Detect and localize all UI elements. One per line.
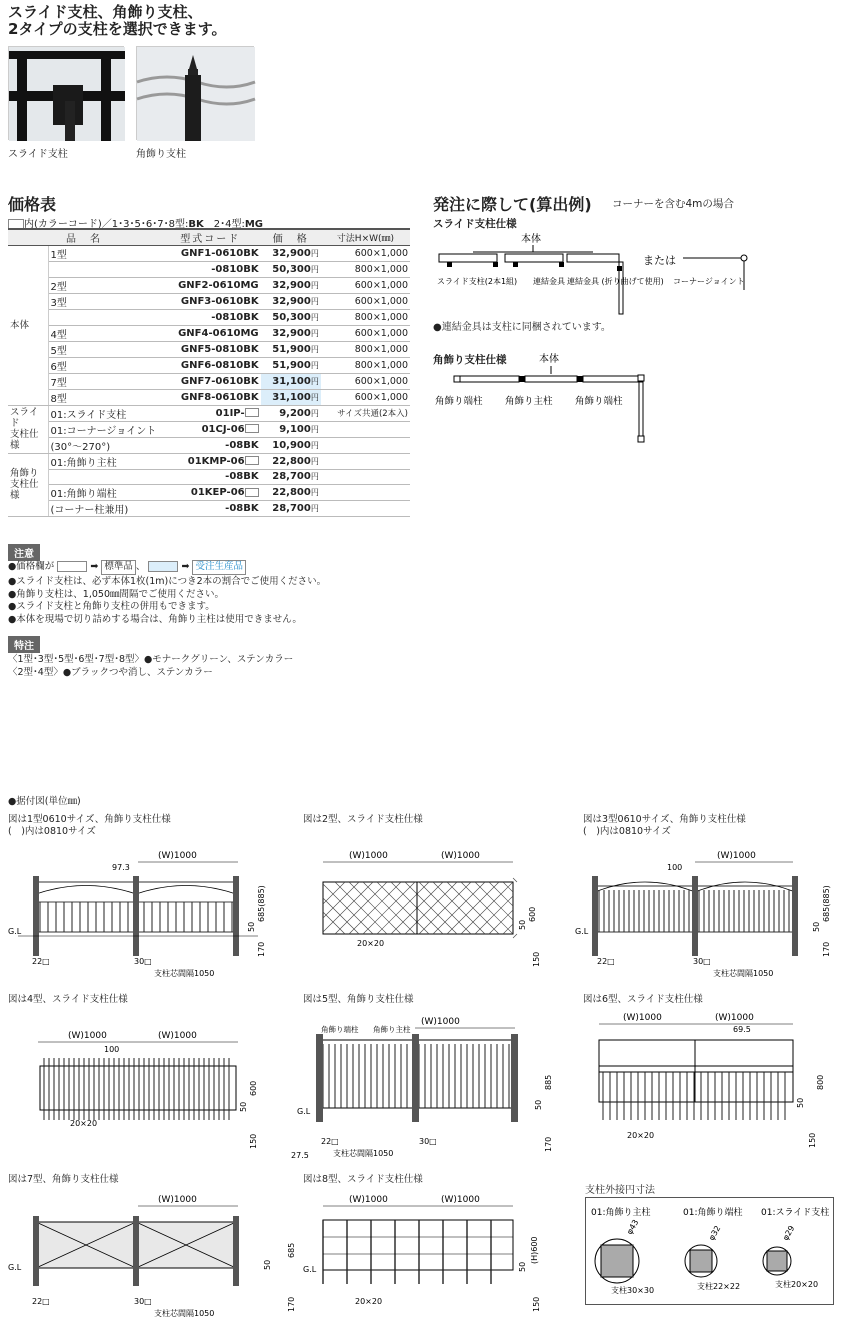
price-row: [8, 357, 410, 373]
row-type: 5型: [48, 341, 160, 357]
yen: 円: [310, 504, 319, 514]
svg-text:170: 170: [822, 941, 831, 957]
price-row: [8, 501, 410, 517]
row-type: [48, 262, 160, 278]
row-size: [321, 469, 410, 485]
circle-diagram: [585, 1197, 835, 1305]
svg-text:支柱芯間隔1050: 支柱芯間隔1050: [333, 1149, 394, 1158]
row-size: 600×1,000: [321, 246, 410, 262]
row-price: [261, 501, 321, 517]
code-text: 01CJ-06: [201, 423, 245, 435]
svg-text:(W)1000: (W)1000: [349, 851, 388, 861]
w-label: (W)1000: [158, 851, 197, 861]
row-code: GNF5-0810BK: [160, 341, 261, 357]
code-text: 01KMP-06: [187, 455, 245, 467]
price-row: [8, 277, 410, 293]
row-price: [261, 405, 321, 421]
svg-text:50: 50: [263, 1259, 272, 1270]
corner-post-caption: 角飾り支柱: [136, 149, 186, 160]
row-name: 01:スライド支柱: [48, 405, 160, 421]
row-code: GNF8-0610BK: [160, 389, 261, 405]
svg-text:20×20: 20×20: [355, 1297, 383, 1306]
row-size: 800×1,000: [321, 357, 410, 373]
row-code: [160, 421, 261, 437]
row-price: [261, 262, 321, 278]
gl-label: G.L: [8, 927, 22, 936]
row-size: 600×1,000: [321, 293, 410, 309]
svg-text:φ29: φ29: [780, 1224, 797, 1242]
row-size: [321, 453, 410, 469]
row-code: [160, 437, 261, 453]
svg-text:φ43: φ43: [624, 1218, 641, 1236]
svg-text:50: 50: [534, 1099, 543, 1110]
svg-text:(W)1000: (W)1000: [68, 1031, 107, 1041]
svg-text:600: 600: [249, 1080, 258, 1096]
svg-text:(W)1000: (W)1000: [158, 1195, 197, 1205]
svg-text:22□: 22□: [32, 957, 50, 966]
svg-text:150: 150: [808, 1132, 817, 1148]
svg-text:885: 885: [544, 1074, 553, 1090]
price-row: [8, 309, 410, 325]
yen: 円: [310, 344, 319, 354]
row-price: [261, 469, 321, 485]
svg-text:50: 50: [812, 921, 821, 932]
svg-text:30□: 30□: [134, 1297, 152, 1306]
svg-text:支柱30×30: 支柱30×30: [611, 1286, 655, 1295]
yen: 円: [310, 472, 319, 482]
row-name: 01:角飾り端柱: [48, 485, 160, 501]
price-value: 22,800: [272, 487, 311, 499]
svg-text:50: 50: [518, 1261, 527, 1272]
color-code-box: [245, 408, 259, 417]
svg-text:600: 600: [528, 906, 537, 922]
svg-text:50: 50: [239, 1101, 248, 1112]
price-value: 9,100: [279, 423, 311, 435]
code-text: 01KEP-06: [190, 487, 245, 499]
svg-text:G.L: G.L: [8, 1263, 22, 1272]
drawing-2: [303, 842, 563, 982]
drawing-1: [8, 842, 288, 982]
svg-text:20×20: 20×20: [357, 939, 385, 948]
caution-tag: 注意: [8, 544, 40, 561]
col-name: 品 名: [8, 230, 160, 246]
col-size: 寸法H×W(㎜): [321, 230, 410, 246]
price-value: 51,900: [272, 343, 311, 355]
svg-text:20×20: 20×20: [627, 1131, 655, 1140]
price-value: 32,900: [272, 248, 311, 259]
price-value: 10,900: [272, 439, 311, 451]
svg-text:01:角飾り主柱: 01:角飾り主柱: [591, 1208, 651, 1218]
body-label: 本体: [521, 234, 541, 245]
order-title: 発注に際して(算出例): [433, 195, 592, 214]
svg-text:01:スライド支柱: 01:スライド支柱: [761, 1208, 830, 1218]
yen: 円: [310, 328, 319, 338]
svg-text:角飾り主柱: 角飾り主柱: [373, 1025, 411, 1034]
row-code: [160, 501, 261, 517]
drawing-7: [8, 1192, 296, 1322]
order-slide-diagram: [433, 228, 763, 308]
row-size: 800×1,000: [321, 341, 410, 357]
group-body: 本体: [8, 246, 48, 406]
svg-text:69.5: 69.5: [733, 1025, 751, 1034]
svg-text:(W)1000: (W)1000: [717, 851, 756, 861]
svg-text:(H)600: (H)600: [530, 1236, 539, 1264]
row-code: [160, 469, 261, 485]
install-title: ●据付図(単位㎜): [8, 796, 81, 807]
svg-text:支柱20×20: 支柱20×20: [775, 1280, 819, 1289]
row-name: [48, 469, 160, 485]
price-legend: ●価格欄が ➡ 標準品 、 ➡ 受注生産品: [8, 560, 246, 575]
order-corner-diagram: [433, 352, 663, 447]
row-type: 8型: [48, 389, 160, 405]
drawing-4-title: 図は4型、スライド支柱仕様: [8, 994, 128, 1005]
row-price: [261, 437, 321, 453]
svg-text:50: 50: [247, 921, 256, 932]
row-size: 600×1,000: [321, 325, 410, 341]
svg-text:G.L: G.L: [575, 927, 589, 936]
yen: 円: [310, 360, 319, 370]
svg-text:支柱22×22: 支柱22×22: [697, 1282, 741, 1291]
special-order-list: 〈1型･3型･5型･6型･7型･8型〉●モナークグリーン、ステンカラー 〈2型･4型〉●ブラックつや消し、ステンカラー: [8, 654, 294, 678]
code-text: -08BK: [225, 471, 259, 483]
svg-text:150: 150: [532, 1296, 541, 1312]
svg-text:150: 150: [532, 951, 541, 967]
svg-text:30□: 30□: [693, 957, 711, 966]
price-value: 32,900: [272, 279, 311, 291]
svg-text:(W)1000: (W)1000: [441, 851, 480, 861]
price-row: [8, 453, 410, 469]
svg-text:(W)1000: (W)1000: [158, 1031, 197, 1041]
row-price: [261, 277, 321, 293]
drawing-8: [303, 1192, 563, 1322]
svg-text:685(885): 685(885): [822, 885, 831, 922]
drawing-2-title: 図は2型、スライド支柱仕様: [303, 814, 423, 825]
svg-text:角飾り端柱: 角飾り端柱: [321, 1025, 359, 1034]
body-label-2: 本体: [539, 354, 559, 365]
row-type: 1型: [48, 246, 160, 262]
row-price: [261, 389, 321, 405]
corner-post-photo: [136, 46, 254, 140]
color-code-box: [245, 456, 259, 465]
row-code: GNF3-0610BK: [160, 293, 261, 309]
row-code: -0810BK: [160, 262, 261, 278]
yen: 円: [310, 264, 319, 274]
row-code: GNF4-0610MG: [160, 325, 261, 341]
price-row: [8, 246, 410, 262]
svg-text:22□: 22□: [32, 1297, 50, 1306]
drawing-6: [583, 1010, 848, 1160]
price-value: 32,900: [272, 295, 311, 307]
circle-title: 支柱外接円寸法: [585, 1185, 655, 1196]
main-post-label: 角飾り主柱: [505, 396, 553, 407]
row-code: GNF6-0810BK: [160, 357, 261, 373]
svg-text:01:角飾り端柱: 01:角飾り端柱: [683, 1208, 743, 1218]
row-size: 600×1,000: [321, 373, 410, 389]
price-value: 50,300: [272, 311, 311, 323]
row-price: [261, 373, 321, 389]
code-text: 01IP-: [215, 407, 245, 419]
svg-text:150: 150: [249, 1133, 258, 1149]
svg-text:G.L: G.L: [303, 1265, 317, 1274]
row-code: [160, 485, 261, 501]
svg-text:(W)1000: (W)1000: [349, 1195, 388, 1205]
price-value: 28,700: [272, 503, 311, 515]
row-name: (30°～270°): [48, 437, 160, 453]
row-price: [261, 485, 321, 501]
yen: 円: [310, 440, 319, 450]
svg-text:50: 50: [796, 1097, 805, 1108]
row-size: [321, 421, 410, 437]
gap-label: 97.3: [112, 863, 130, 872]
end-post-label: 角飾り端柱: [435, 396, 483, 407]
row-size: 800×1,000: [321, 262, 410, 278]
svg-text:φ32: φ32: [706, 1224, 723, 1242]
yen: 円: [310, 408, 319, 418]
row-type: [48, 309, 160, 325]
price-row: [8, 293, 410, 309]
code-text: -08BK: [225, 439, 259, 451]
svg-text:685: 685: [287, 1242, 296, 1258]
row-code: GNF1-0610BK: [160, 246, 261, 262]
drawing-1-title: 図は1型0610サイズ、角飾り支柱仕様 ( )内は0810サイズ: [8, 814, 171, 837]
svg-text:支柱芯間隔1050: 支柱芯間隔1050: [154, 969, 215, 978]
svg-text:50: 50: [518, 919, 527, 930]
drawing-4: [8, 1024, 278, 1154]
svg-text:100: 100: [667, 863, 683, 872]
headline: スライド支柱、角飾り支柱、 2タイプの支柱を選択できます。: [8, 3, 227, 38]
svg-text:(W)1000: (W)1000: [623, 1013, 662, 1023]
drawing-3-title: 図は3型0610サイズ、角飾り支柱仕様 ( )内は0810サイズ: [583, 814, 746, 837]
price-subtitle: 内(カラーコード)／1･3･5･6･7･8型:BK 2･4型:MG: [8, 215, 263, 230]
svg-text:(W)1000: (W)1000: [421, 1017, 460, 1027]
row-size: サイズ共通(2本入): [321, 405, 410, 421]
price-value: 28,700: [272, 471, 311, 483]
price-row: [8, 469, 410, 485]
svg-text:22□: 22□: [597, 957, 615, 966]
drawing-5-title: 図は5型、角飾り支柱仕様: [303, 994, 414, 1005]
price-value: 31,100: [272, 375, 311, 387]
connector-bent-label: 連結金具 (折り曲げて使用): [567, 277, 664, 286]
row-price: [261, 421, 321, 437]
price-row: [8, 421, 410, 437]
order-slide-title: スライド支柱仕様: [433, 218, 517, 230]
svg-text:支柱芯間隔1050: 支柱芯間隔1050: [154, 1309, 215, 1318]
drawing-6-title: 図は6型、スライド支柱仕様: [583, 994, 703, 1005]
row-type: 6型: [48, 357, 160, 373]
yen: 円: [310, 249, 319, 258]
yen: 円: [310, 280, 319, 290]
svg-text:170: 170: [257, 941, 266, 957]
svg-text:27.5: 27.5: [291, 1151, 309, 1160]
price-value: 32,900: [272, 327, 311, 339]
row-name: 01:コーナージョイント: [48, 421, 160, 437]
svg-text:100: 100: [104, 1045, 120, 1054]
row-name: (コーナー柱兼用): [48, 501, 160, 517]
yen: 円: [310, 456, 319, 466]
code-text: -08BK: [225, 503, 259, 515]
special-order-tag: 特注: [8, 636, 40, 653]
yen: 円: [310, 488, 319, 498]
row-type: 3型: [48, 293, 160, 309]
svg-text:20×20: 20×20: [70, 1119, 98, 1128]
row-code: [160, 405, 261, 421]
price-row: [8, 405, 410, 421]
price-row: [8, 325, 410, 341]
price-value: 31,100: [272, 391, 311, 403]
yen: 円: [310, 376, 319, 386]
row-size: [321, 485, 410, 501]
row-code: GNF7-0610BK: [160, 373, 261, 389]
end-post-label-2: 角飾り端柱: [575, 396, 623, 407]
row-code: [160, 453, 261, 469]
order-note: ●連結金具は支柱に同梱されています。: [433, 322, 611, 333]
svg-text:(W)1000: (W)1000: [441, 1195, 480, 1205]
col-code: 型式コード: [160, 230, 261, 246]
slide-post-label: スライド支柱(2本1組): [437, 277, 518, 286]
drawing-5: [293, 1010, 563, 1160]
price-row: [8, 389, 410, 405]
svg-text:685(885): 685(885): [257, 885, 266, 922]
row-price: [261, 246, 321, 262]
row-size: 600×1,000: [321, 277, 410, 293]
connector-label: 連結金具: [533, 277, 565, 286]
row-price: [261, 357, 321, 373]
color-code-box: [245, 424, 259, 433]
row-size: [321, 501, 410, 517]
price-row: [8, 485, 410, 501]
yen: 円: [310, 296, 319, 306]
row-type: 7型: [48, 373, 160, 389]
svg-text:(W)1000: (W)1000: [715, 1013, 754, 1023]
row-price: [261, 341, 321, 357]
drawing-7-title: 図は7型、角飾り支柱仕様: [8, 1174, 119, 1185]
price-value: 9,200: [279, 407, 311, 419]
row-name: 01:角飾り主柱: [48, 453, 160, 469]
row-size: 600×1,000: [321, 389, 410, 405]
row-price: [261, 309, 321, 325]
price-table: [8, 229, 410, 517]
row-type: 2型: [48, 277, 160, 293]
price-value: 22,800: [272, 455, 311, 467]
slide-post-photo: [8, 46, 124, 140]
slide-post-caption: スライド支柱: [8, 149, 68, 160]
order-subtitle: コーナーを含む4mの場合: [612, 198, 734, 210]
row-size: 800×1,000: [321, 309, 410, 325]
group-corner_rows: 角飾り 支柱仕様: [8, 453, 48, 517]
svg-text:支柱芯間隔1050: 支柱芯間隔1050: [713, 969, 774, 978]
row-size: [321, 437, 410, 453]
price-row: [8, 262, 410, 278]
yen: 円: [310, 424, 319, 434]
order-corner-title: 角飾り支柱仕様: [433, 354, 507, 366]
drawing-3: [575, 842, 848, 982]
row-code: -0810BK: [160, 309, 261, 325]
price-row: [8, 437, 410, 453]
yen: 円: [310, 392, 319, 402]
corner-joint-label: コーナージョイント: [673, 277, 745, 286]
row-type: 4型: [48, 325, 160, 341]
row-price: [261, 453, 321, 469]
svg-text:22□: 22□: [321, 1137, 339, 1146]
row-price: [261, 293, 321, 309]
svg-text:G.L: G.L: [297, 1107, 311, 1116]
color-code-box: [245, 488, 259, 497]
svg-text:170: 170: [287, 1296, 296, 1312]
price-row: [8, 341, 410, 357]
yen: 円: [310, 312, 319, 322]
group-slide_rows: スライド 支柱仕様: [8, 405, 48, 453]
price-title: 価格表: [8, 195, 57, 214]
svg-text:30□: 30□: [419, 1137, 437, 1146]
row-code: GNF2-0610MG: [160, 277, 261, 293]
svg-text:800: 800: [816, 1074, 825, 1090]
row-price: [261, 325, 321, 341]
svg-text:30□: 30□: [134, 957, 152, 966]
drawing-8-title: 図は8型、スライド支柱仕様: [303, 1174, 423, 1185]
svg-text:170: 170: [544, 1136, 553, 1152]
price-row: [8, 373, 410, 389]
caution-list: ●スライド支柱は、必ず本体1枚(1m)につき2本の割合でご使用ください。 ●角飾り支柱は、1,050㎜間隔でご使用ください。 ●スライド支柱と角飾り支柱の併用もできます。 ●本体を現場で切り詰めする場合は、角飾り主柱は使用できません。: [8, 576, 327, 625]
col-price: 価 格: [261, 230, 321, 246]
or-label: または: [643, 254, 676, 267]
price-value: 50,300: [272, 263, 311, 275]
price-value: 51,900: [272, 359, 311, 371]
